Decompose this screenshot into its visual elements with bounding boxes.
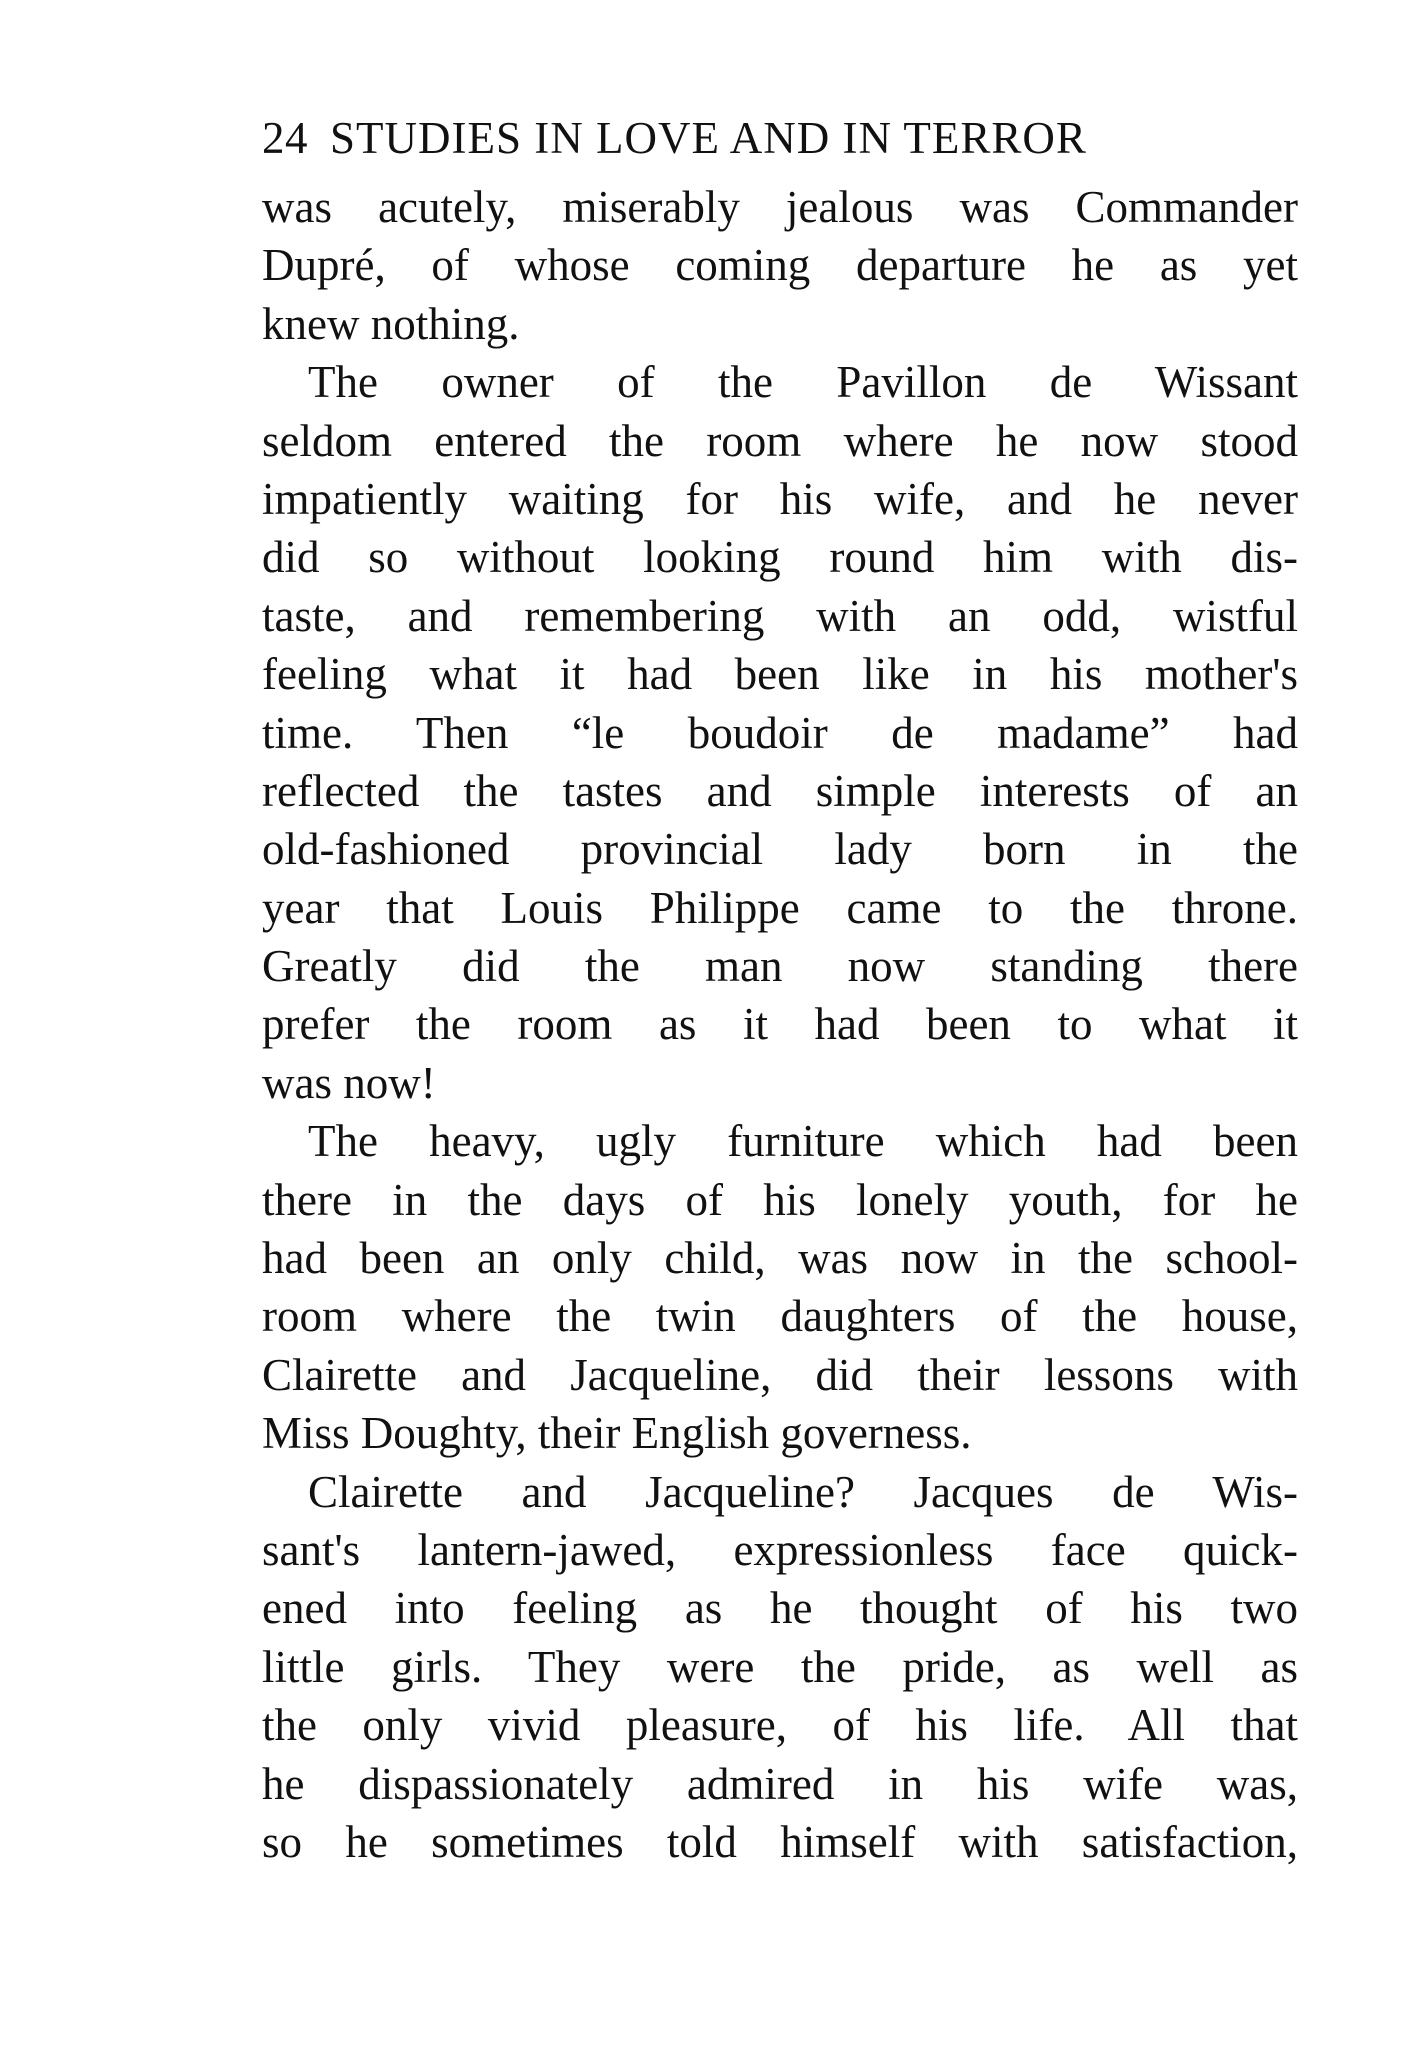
text-line: Clairette and Jacqueline, did their lessons with — [262, 1349, 1298, 1400]
running-title: STUDIES IN LOVE AND IN TERROR — [330, 113, 1087, 163]
text-line: feeling what it had been like in his mother's — [262, 649, 1298, 700]
text-line: Greatly did the man now standing there — [262, 941, 1298, 992]
text-line: year that Louis Philippe came to the throne. — [262, 882, 1298, 933]
text-line: was now! — [262, 1057, 436, 1108]
text-line: time. Then “le boudoir de madame” had — [262, 707, 1298, 758]
text-line: The owner of the Pavillon de Wissant — [308, 357, 1298, 408]
page-number: 24 — [262, 113, 308, 163]
text-line: was acutely, miserably jealous was Commander — [262, 182, 1298, 232]
text-line: reflected the tastes and simple interests of an — [262, 765, 1298, 816]
text-line: impatiently waiting for his wife, and he never — [262, 473, 1298, 524]
text-line: had been an only child, was now in the school- — [262, 1233, 1298, 1284]
text-line: did so without looking round him with dis- — [262, 532, 1298, 583]
text-line: Clairette and Jacqueline? Jacques de Wis- — [308, 1466, 1298, 1517]
text-line: sant's lantern-jawed, expressionless face quick- — [262, 1524, 1298, 1575]
text-line: ened into feeling as he thought of his two — [262, 1583, 1298, 1634]
text-line: room where the twin daughters of the house, — [262, 1291, 1298, 1342]
page-header — [262, 110, 1302, 166]
text-line: prefer the room as it had been to what it — [262, 999, 1298, 1050]
text-line: old-fashioned provincial lady born in the — [262, 824, 1298, 875]
text-line: Miss Doughty, their English governess. — [262, 1408, 972, 1459]
text-line: The heavy, ugly furniture which had been — [308, 1116, 1298, 1167]
text-line: seldom entered the room where he now stood — [262, 415, 1298, 466]
body-text — [262, 178, 1298, 1871]
text-line: little girls. They were the pride, as well as — [262, 1641, 1298, 1692]
text-line: knew nothing. — [262, 298, 520, 349]
text-line: Dupré, of whose coming departure he as yet — [262, 240, 1298, 291]
text-line: the only vivid pleasure, of his life. All that — [262, 1700, 1298, 1751]
text-line: so he sometimes told himself with satisfaction, — [262, 1816, 1298, 1867]
text-line: taste, and remembering with an odd, wistful — [262, 590, 1298, 641]
text-line: there in the days of his lonely youth, for he — [262, 1174, 1298, 1225]
text-line: he dispassionately admired in his wife was, — [262, 1758, 1298, 1809]
